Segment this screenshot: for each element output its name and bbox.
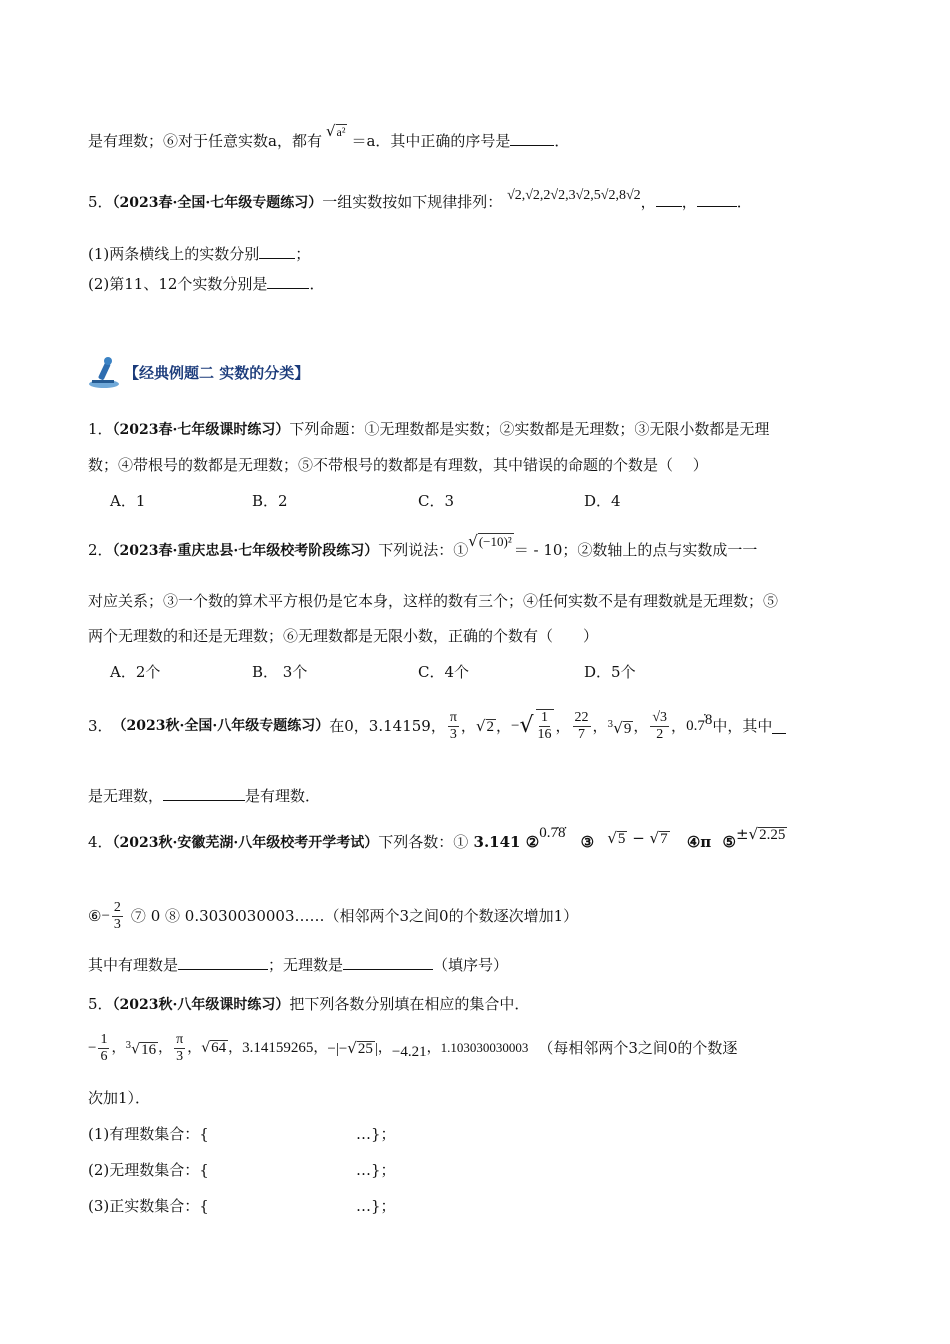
frac-pi-3: $\frac{\pi}{3}$ (449, 709, 457, 742)
q-prev-line: 是有理数；⑥对于任意实数a，都有√a² ＝a．其中正确的序号是 ． (88, 122, 570, 150)
q5-line1: 5．（2023秋·八年级课时练习）把下列各数分别填在相应的集合中． (88, 995, 530, 1013)
sqrt-neg10-squared: √(−10)² (468, 532, 512, 550)
sqrt-64: √64 (201, 1040, 227, 1056)
q1-choice-b[interactable]: B．2 (252, 492, 288, 510)
frac-neg-1-6: $\frac{1}{6}$ (100, 1031, 108, 1064)
q2-line3: 两个无理数的和还是无理数；⑥无理数都是无限小数，正确的个数有（ ） (88, 627, 599, 645)
q2-line2: 对应关系；③一个数的算术平方根仍是它本身，这样的数有三个；④任何实数不是有理数就是无理数；⑤ (88, 592, 779, 610)
frac-sqrt3-2: $\frac{√3}{2}$ (652, 709, 668, 742)
section-title: 【经典例题二 实数的分类】 (124, 364, 310, 382)
answer-blank[interactable] (178, 955, 268, 970)
q3-line2: 是无理数， 是有理数． (88, 787, 321, 805)
answer-blank[interactable] (267, 274, 309, 289)
q3-line1: 3． （2023秋·全国·八年级专题练习） 在0，3.14159， $\frac{\pi}{3}$ ， √2 ， − √ $\frac{1}{16}$ ， $\frac{22}{7}$ ， $^3$√9 ， $\frac{√3}{2}$ ， 0.7 ̇8 中，其中 (88, 700, 786, 752)
q1-choice-a[interactable]: A．1 (110, 492, 146, 510)
set-rational: (1)有理数集合：{ …}； (88, 1125, 396, 1143)
q1-choice-d[interactable]: D．4 (584, 492, 621, 510)
q2-choice-c[interactable]: C．4个 (418, 663, 470, 681)
sqrt-2: √2 (475, 717, 494, 735)
q5-numbers: − $\frac{1}{6}$ ， $^3$√16 ， $\frac{\pi}{3}$ ， √64 ， 3.14159265 ， −|−√25 | ， −4.21 ， 1.103030030003 （每相邻两个3之间0的个数逐 (88, 1031, 738, 1064)
q-prev-5-sub1: (1)两条横线上的实数分别 ； (88, 245, 311, 263)
q2-line1: 2．（2023春·重庆忠县·七年级校考阶段练习）下列说法：①√(−10)² ＝ - 10；②数轴上的点与实数成一一 (88, 532, 758, 559)
cbrt-9: $^3$√9 (607, 718, 632, 737)
answer-blank[interactable] (259, 244, 295, 259)
microscope-icon (86, 354, 122, 390)
q-prev-5-sub2: (2)第11、12个实数分别是 ． (88, 275, 325, 293)
sqrt-a-squared: √a² (325, 122, 346, 140)
answer-blank[interactable] (510, 131, 554, 146)
repeating-decimal: 0.7 (686, 718, 705, 734)
q4-line2: ⑥ − $\frac{2}{3}$ ⑦ 0 ⑧ 0.3030030003……（相邻两个3之间0的个数逐次增加1） (88, 899, 579, 932)
frac-pi-3: $\frac{\pi}{3}$ (176, 1031, 184, 1064)
answer-blank[interactable] (163, 786, 245, 801)
answer-blank[interactable] (656, 192, 682, 207)
q1-choice-c[interactable]: C．3 (418, 492, 455, 510)
q-prev-5: 5．（2023春·全国·七年级专题练习）一组实数按如下规律排列： √2,√2,2√2,3√2,5√2,8√2， ， ． (88, 188, 752, 211)
q2-choice-b[interactable]: B． 3个 (252, 663, 308, 681)
pm-sqrt-2-25: ±√2.25 (735, 825, 786, 843)
set-irrational: (2)无理数集合：{ …}； (88, 1161, 396, 1179)
frac-1-16: $\frac{1}{16}$ (537, 710, 552, 742)
answer-blank[interactable] (697, 192, 737, 207)
set-positive-real: (3)正实数集合：{ …}； (88, 1197, 396, 1215)
answer-blank[interactable] (772, 719, 786, 734)
answer-blank[interactable] (343, 955, 433, 970)
sqrt-sequence: √2,√2,2√2,3√2,5√2,8√2 (507, 188, 641, 203)
q2-choice-a[interactable]: A．2个 (110, 663, 161, 681)
frac-neg-2-3: $\frac{2}{3}$ (113, 899, 121, 932)
q5-line2: 次加1）． (88, 1089, 151, 1107)
q2-choice-d[interactable]: D．5个 (584, 663, 636, 681)
cbrt-16: $^3$√16 (125, 1041, 157, 1058)
q1-line1: 1．（2023春·七年级课时练习）下列命题：①无理数都是实数；②实数都是无理数；③无限小数都是无理 (88, 420, 770, 438)
neg-abs-neg-sqrt25: −|−√25 | (327, 1038, 378, 1057)
sqrt5-minus-sqrt7: √5 − √7 (607, 829, 668, 847)
frac-22-7: $\frac{22}{7}$ (574, 709, 589, 742)
q4-line1: 4．（2023秋·安徽芜湖·八年级校考开学考试）下列各数：① 3.141 ②0.7̇8̇ ③ √5 − √7 ④π ⑤±√2.25 (88, 825, 786, 851)
q1-line2: 数；④带根号的数都是无理数；⑤不带根号的数都是有理数，其中错误的命题的个数是（ ） (88, 456, 708, 474)
q4-line3: 其中有理数是 ；无理数是 （填序号） (88, 956, 509, 974)
